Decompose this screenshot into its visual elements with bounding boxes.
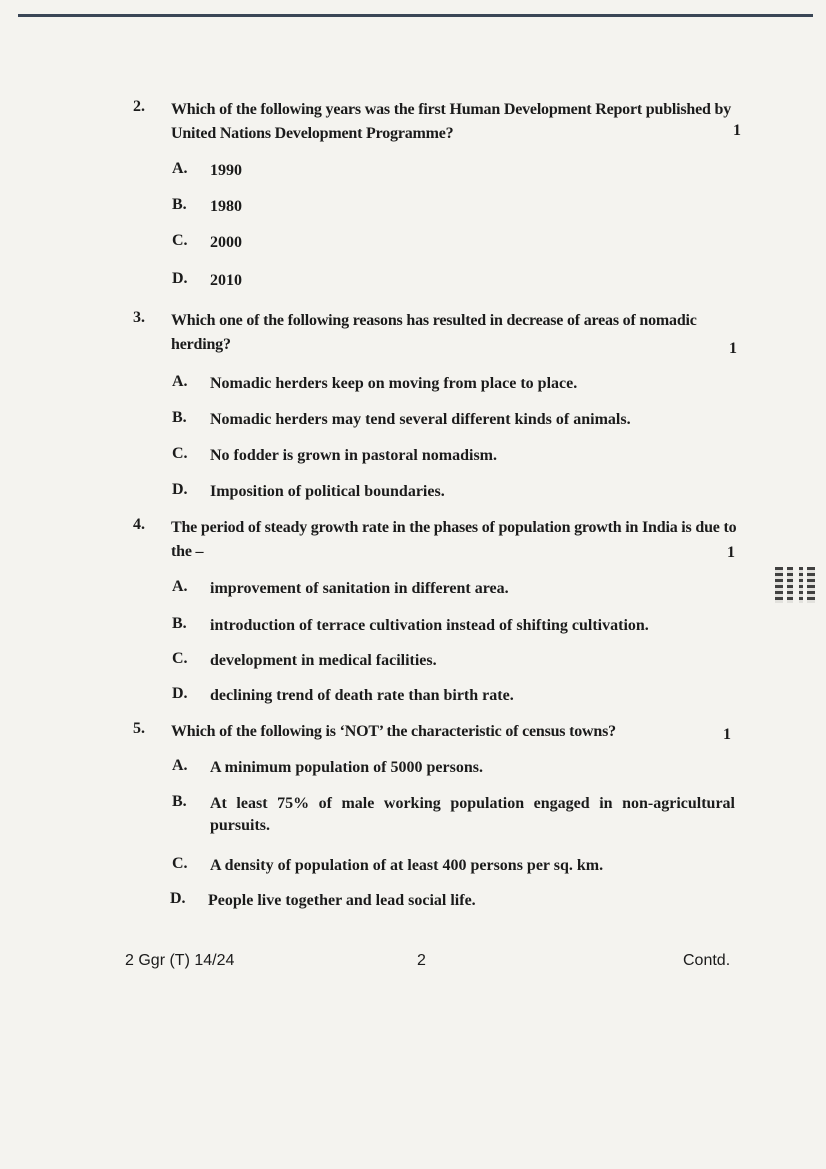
paper-code: 2 Ggr (T) 14/24 <box>125 952 235 969</box>
option-text: At least 75% of male working population engaged in non-agricultural pursuits. <box>210 795 735 834</box>
option-text: improvement of sanitation in different area. <box>210 580 509 597</box>
option-letter: C. <box>172 650 188 667</box>
option-text: People live together and lead social life. <box>208 892 476 909</box>
option-text: Nomadic herders keep on moving from place to place. <box>210 375 578 392</box>
question-text: The period of steady growth rate in the phases of population growth in India is due to the – <box>171 519 737 560</box>
option-letter: D. <box>172 685 188 702</box>
option-text: No fodder is grown in pastoral nomadism. <box>210 447 497 464</box>
question-text: Which of the following years was the first Human Development Report published by United Nations Development Programme? <box>171 101 732 142</box>
option-letter: D. <box>170 890 186 907</box>
option-letter: A. <box>172 757 188 774</box>
question-marks: 1 <box>733 122 741 139</box>
continued-label: Contd. <box>683 952 731 969</box>
option-text: 2000 <box>210 234 242 251</box>
question-marks: 1 <box>723 726 731 743</box>
option-letter: C. <box>172 232 188 249</box>
question-number: 3. <box>133 309 145 326</box>
option-letter: D. <box>172 481 188 498</box>
question-marks: 1 <box>729 340 737 357</box>
page-number: 2 <box>417 952 426 969</box>
question-number: 2. <box>133 98 145 115</box>
option-letter: B. <box>172 793 187 810</box>
option-text: 1990 <box>210 162 242 179</box>
option-letter: A. <box>172 373 188 390</box>
question-marks: 1 <box>727 544 735 561</box>
qr-code-icon <box>775 567 815 603</box>
option-text: introduction of terrace cultivation instead of shifting cultivation. <box>210 617 649 634</box>
option-letter: A. <box>172 578 188 595</box>
option-text: Nomadic herders may tend several different kinds of animals. <box>210 411 631 428</box>
option-letter: D. <box>172 270 188 287</box>
option-text: 1980 <box>210 198 242 215</box>
option-text: A minimum population of 5000 persons. <box>210 759 483 776</box>
option-letter: C. <box>172 445 188 462</box>
question-number: 5. <box>133 720 145 737</box>
option-text: Imposition of political boundaries. <box>210 483 445 500</box>
question-text: Which of the following is ‘NOT’ the characteristic of census towns? <box>171 723 616 740</box>
option-text: 2010 <box>210 272 242 289</box>
question-text: Which one of the following reasons has resulted in decrease of areas of nomadic herding? <box>171 312 697 353</box>
top-border-line <box>18 14 813 17</box>
option-letter: C. <box>172 855 188 872</box>
option-text: A density of population of at least 400 persons per sq. km. <box>210 857 604 874</box>
option-letter: B. <box>172 615 187 632</box>
option-letter: A. <box>172 160 188 177</box>
option-letter: B. <box>172 409 187 426</box>
question-number: 4. <box>133 516 145 533</box>
option-letter: B. <box>172 196 187 213</box>
option-text: declining trend of death rate than birth rate. <box>210 687 514 704</box>
option-text: development in medical facilities. <box>210 652 437 669</box>
